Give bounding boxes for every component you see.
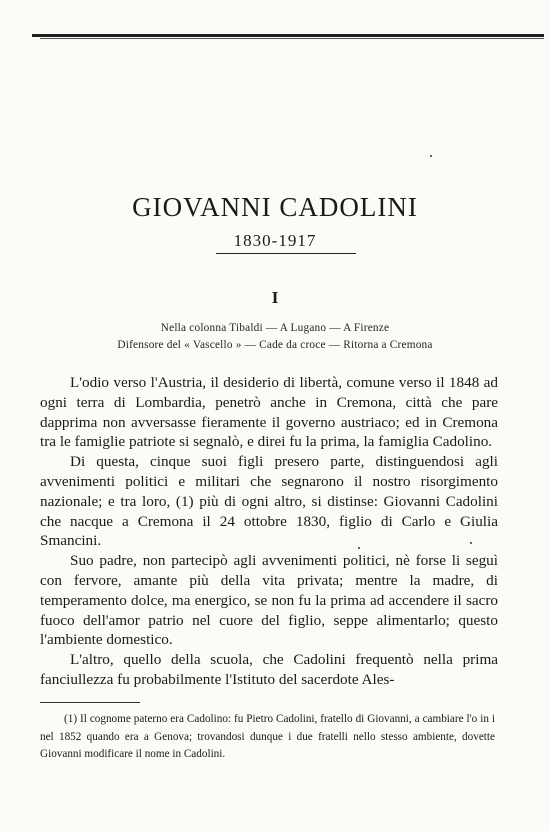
life-dates: 1830-1917 [233,231,317,250]
footnote-text: (1) Il cognome paterno era Cadolino: fu Pietro Cadolini, fratello di Giovanni, a cambiare l'o in i nel 1852 quando era a Genova; trovandosi dunque i due fratelli nello stesso ambiente, dovette Giovanni modificare il nome in Cadolini. [40,713,495,760]
print-speck [430,155,432,157]
top-rule-thin [40,38,544,39]
paragraph: L'altro, quello della scuola, che Cadolini frequentò nella prima fanciullezza fu probabilmente l'Istituto del sacerdote Ales- [40,651,498,688]
chapter-summary-line-1: Nella colonna Tibaldi — A Lugano — A Firenze [160,322,390,334]
body-text [40,373,498,690]
title-rule [216,253,356,254]
top-rule [32,34,544,37]
chapter-number: I [271,288,279,307]
page-title: GIOVANNI CADOLINI [132,192,418,222]
paragraph: Suo padre, non partecipò agli avvenimenti politici, nè forse li seguì con fervore, amante più della vita privata; mentre la madre, di temperamento dolce, ma energico, se non fu la prima ad accendere il sacro fuoco dell'amor patrio nel cuore del figlio, seppe alimentarlo; questo l'ambiente domestico. [40,552,498,649]
footnote-rule [40,702,140,703]
chapter-summary-line-2: Difensore del « Vascello » — Cade da croce — Ritorna a Cremona [117,339,433,351]
paragraph: Di questa, cinque suoi figli presero parte, distinguendosi agli avvenimenti politici e militari che segnarono il nostro risorgimento nazionale; e tra loro, (1) più di ogni altro, si distinse: Giovanni Cadolini che nacque a Cremona il 24 ottobre 1830, figlio di Carlo e Giulia Smancini. [40,453,498,550]
footnote [40,711,495,764]
paragraph: L'odio verso l'Austria, il desiderio di libertà, comune verso il 1848 ad ogni terra di Lombardia, penetrò anche in Cremona, città che pare dapprima non avversasse fieramente il governo austriaco; ed in Cremona tra le famiglie patriote si segnalò, e direi fu la prima, la famiglia Cadolino. [40,374,498,451]
